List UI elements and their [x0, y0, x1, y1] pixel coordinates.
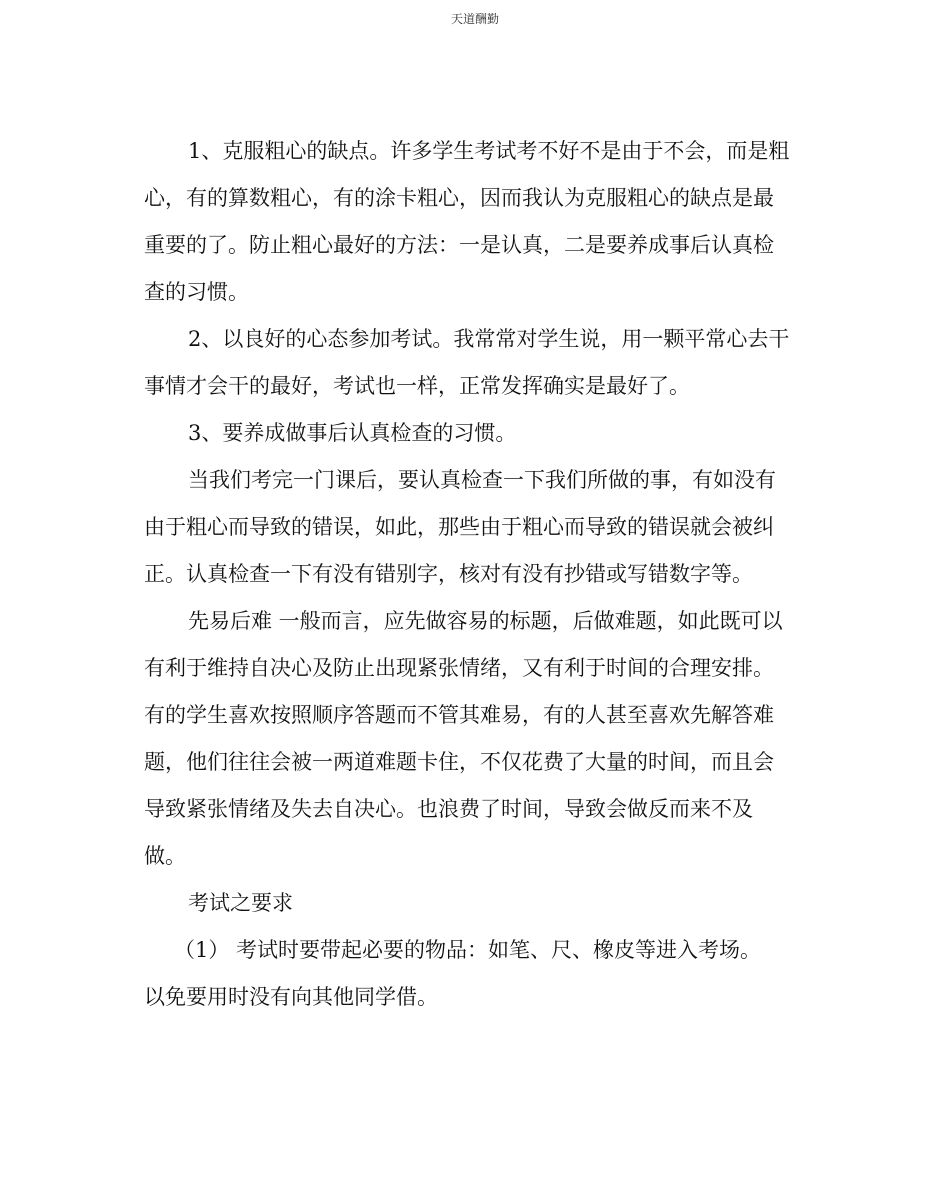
page-header: 天道酬勤	[450, 12, 499, 26]
text-line: 题，他们往往会被一两道难题卡住，不仅花费了大量的时间，而且会	[144, 750, 774, 774]
text-line: 查的习惯。	[144, 280, 249, 304]
text-line: 有利于维持自决心及防止出现紧张情绪，又有利于时间的合理安排。	[144, 656, 774, 680]
text-line: 以免要用时没有向其他同学借。	[144, 985, 438, 1009]
text-line: 正。认真检查一下有没有错别字，核对有没有抄错或写错数字等。	[144, 562, 753, 586]
text-line: 先易后难 一般而言，应先做容易的标题，后做难题，如此既可以	[188, 609, 783, 633]
text-line: 3、要养成做事后认真检查的习惯。	[188, 421, 517, 445]
text-line: 重要的了。防止粗心最好的方法：一是认真，二是要养成事后认真检	[144, 233, 774, 257]
document-body	[144, 128, 810, 1021]
text-line: 做。	[144, 844, 186, 868]
text-line: 1、克服粗心的缺点。许多学生考试考不好不是由于不会，而是粗	[188, 139, 790, 163]
text-line: 导致紧张情绪及失去自决心。也浪费了时间，导致会做反而来不及	[144, 797, 753, 821]
text-line: （1） 考试时要带起必要的物品：如笔、尺、橡皮等进入考场。	[174, 938, 762, 962]
text-line: 由于粗心而导致的错误，如此，那些由于粗心而导致的错误就会被纠	[144, 515, 774, 539]
text-line: 当我们考完一门课后，要认真检查一下我们所做的事，有如没有	[188, 468, 776, 492]
text-line: 事情才会干的最好，考试也一样，正常发挥确实是最好了。	[144, 374, 690, 398]
text-line: 有的学生喜欢按照顺序答题而不管其难易，有的人甚至喜欢先解答难	[144, 703, 774, 727]
text-line: 心，有的算数粗心，有的涂卡粗心，因而我认为克服粗心的缺点是最	[144, 186, 774, 210]
text-line: 2、以良好的心态参加考试。我常常对学生说，用一颗平常心去干	[188, 327, 790, 351]
section-heading: 考试之要求	[188, 891, 293, 915]
